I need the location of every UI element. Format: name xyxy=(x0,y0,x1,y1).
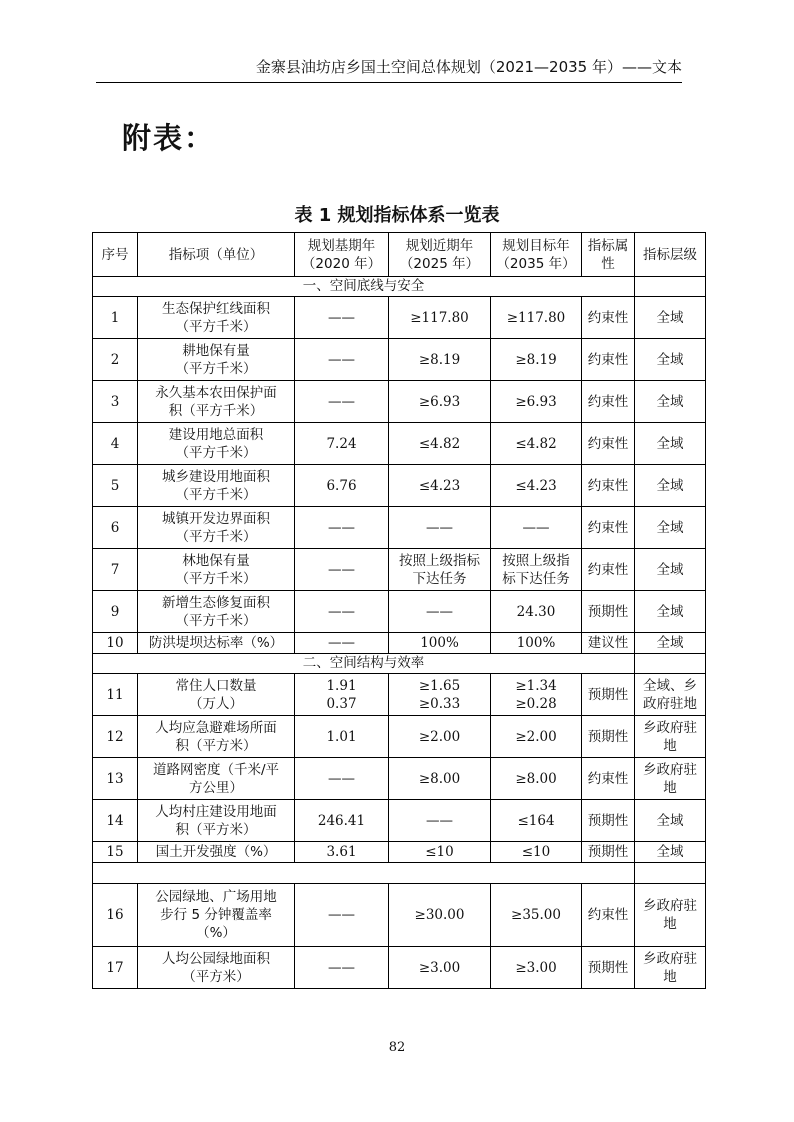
cell-level: 乡政府驻 地 xyxy=(635,716,706,758)
cell-no: 14 xyxy=(93,800,138,842)
table-row xyxy=(93,507,706,549)
cell-near: ≥8.00 xyxy=(389,758,491,800)
cell-level: 全域、乡 政府驻地 xyxy=(635,674,706,716)
cell-target: 24.30 xyxy=(491,591,582,633)
cell-no: 4 xyxy=(93,423,138,465)
cell-item: 道路网密度（千米/平 方公里） xyxy=(138,758,295,800)
cell-target: ≥117.80 xyxy=(491,297,582,339)
cell-no: 9 xyxy=(93,591,138,633)
col-header-level: 指标层级 xyxy=(635,233,706,277)
table-row xyxy=(93,884,706,947)
table-row xyxy=(93,423,706,465)
cell-no: 7 xyxy=(93,549,138,591)
cell-attr: 预期性 xyxy=(582,716,635,758)
running-title: 金寨县油坊店乡国土空间总体规划（2021—2035 年）——文本 xyxy=(255,58,682,76)
table-row xyxy=(93,674,706,716)
cell-no: 2 xyxy=(93,339,138,381)
cell-level: 乡政府驻 地 xyxy=(635,947,706,989)
cell-base: 6.76 xyxy=(295,465,389,507)
col-header-no: 序号 xyxy=(93,233,138,277)
cell-target: ≤4.23 xyxy=(491,465,582,507)
cell-item: 人均村庄建设用地面 积（平方米） xyxy=(138,800,295,842)
cell-attr: 约束性 xyxy=(582,465,635,507)
cell-no: 3 xyxy=(93,381,138,423)
cell-item: 防洪堤坝达标率（%） xyxy=(138,633,295,654)
table-row xyxy=(93,842,706,863)
table-row xyxy=(93,381,706,423)
table-title: 表 1 规划指标体系一览表 xyxy=(294,205,500,226)
cell-no: 15 xyxy=(93,842,138,863)
table-row xyxy=(93,716,706,758)
cell-item: 国土开发强度（%） xyxy=(138,842,295,863)
cell-attr: 约束性 xyxy=(582,884,635,947)
cell-level: 全域 xyxy=(635,842,706,863)
cell-target: ≥2.00 xyxy=(491,716,582,758)
cell-level: 全域 xyxy=(635,423,706,465)
table-row xyxy=(93,591,706,633)
cell-attr: 约束性 xyxy=(582,507,635,549)
cell-near: ≤4.82 xyxy=(389,423,491,465)
cell-target: ≥8.19 xyxy=(491,339,582,381)
cell-target: 按照上级指 标下达任务 xyxy=(491,549,582,591)
cell-item: 生态保护红线面积 （平方千米） xyxy=(138,297,295,339)
cell-attr: 建议性 xyxy=(582,633,635,654)
col-header-near: 规划近期年 （2025 年） xyxy=(389,233,491,277)
cell-no: 10 xyxy=(93,633,138,654)
cell-level: 全域 xyxy=(635,381,706,423)
cell-no: 11 xyxy=(93,674,138,716)
section-row xyxy=(93,277,706,297)
cell-level: 全域 xyxy=(635,465,706,507)
cell-near: ≤4.23 xyxy=(389,465,491,507)
cell-base: 1.91 0.37 xyxy=(295,674,389,716)
cell-base: —— xyxy=(295,549,389,591)
cell-attr: 预期性 xyxy=(582,591,635,633)
cell-level: 全域 xyxy=(635,633,706,654)
cell-base: —— xyxy=(295,339,389,381)
col-header-attr: 指标属 性 xyxy=(582,233,635,277)
cell-attr: 预期性 xyxy=(582,842,635,863)
cell-base: 246.41 xyxy=(295,800,389,842)
cell-attr: 预期性 xyxy=(582,674,635,716)
table-row xyxy=(93,633,706,654)
empty-cell xyxy=(635,277,706,297)
cell-item: 建设用地总面积 （平方千米） xyxy=(138,423,295,465)
cell-item: 人均公园绿地面积 （平方米） xyxy=(138,947,295,989)
cell-no: 13 xyxy=(93,758,138,800)
empty-cell xyxy=(635,863,706,884)
empty-cell xyxy=(635,654,706,674)
cell-attr: 约束性 xyxy=(582,423,635,465)
cell-base: 1.01 xyxy=(295,716,389,758)
cell-near: ≥8.19 xyxy=(389,339,491,381)
running-header xyxy=(96,52,682,83)
cell-item: 耕地保有量 （平方千米） xyxy=(138,339,295,381)
cell-target: ≥3.00 xyxy=(491,947,582,989)
cell-base: —— xyxy=(295,758,389,800)
cell-level: 全域 xyxy=(635,297,706,339)
table-row xyxy=(93,465,706,507)
cell-base: —— xyxy=(295,381,389,423)
col-header-target: 规划目标年 （2035 年） xyxy=(491,233,582,277)
cell-level: 乡政府驻 地 xyxy=(635,884,706,947)
cell-target: ≤10 xyxy=(491,842,582,863)
cell-target: ≥8.00 xyxy=(491,758,582,800)
cell-near: —— xyxy=(389,507,491,549)
cell-no: 17 xyxy=(93,947,138,989)
cell-no: 6 xyxy=(93,507,138,549)
section-title: 一、空间底线与安全 xyxy=(93,277,635,297)
cell-item: 人均应急避难场所面 积（平方米） xyxy=(138,716,295,758)
cell-base: —— xyxy=(295,947,389,989)
cell-attr: 约束性 xyxy=(582,297,635,339)
cell-target: ≤4.82 xyxy=(491,423,582,465)
cell-near: ≥117.80 xyxy=(389,297,491,339)
cell-item: 公园绿地、广场用地 步行 5 分钟覆盖率 （%） xyxy=(138,884,295,947)
cell-target: 100% xyxy=(491,633,582,654)
table-row xyxy=(93,297,706,339)
cell-target: ≤164 xyxy=(491,800,582,842)
cell-target: ≥1.34 ≥0.28 xyxy=(491,674,582,716)
cell-level: 全域 xyxy=(635,591,706,633)
table-row xyxy=(93,758,706,800)
cell-no: 16 xyxy=(93,884,138,947)
cell-near: ≥30.00 xyxy=(389,884,491,947)
cell-near: ≥1.65 ≥0.33 xyxy=(389,674,491,716)
cell-near: —— xyxy=(389,800,491,842)
cell-attr: 约束性 xyxy=(582,549,635,591)
cell-item: 永久基本农田保护面 积（平方千米） xyxy=(138,381,295,423)
table-row xyxy=(93,947,706,989)
cell-target: ≥6.93 xyxy=(491,381,582,423)
cell-near: —— xyxy=(389,591,491,633)
page-number: 82 xyxy=(388,1040,406,1055)
cell-near: ≥2.00 xyxy=(389,716,491,758)
cell-base: 7.24 xyxy=(295,423,389,465)
cell-attr: 约束性 xyxy=(582,758,635,800)
cell-base: —— xyxy=(295,633,389,654)
col-header-base: 规划基期年 （2020 年） xyxy=(295,233,389,277)
cell-target: —— xyxy=(491,507,582,549)
cell-base: —— xyxy=(295,591,389,633)
cell-near: 按照上级指标 下达任务 xyxy=(389,549,491,591)
cell-item: 新增生态修复面积 （平方千米） xyxy=(138,591,295,633)
cell-base: —— xyxy=(295,884,389,947)
cell-attr: 预期性 xyxy=(582,947,635,989)
cell-base: —— xyxy=(295,297,389,339)
cell-item: 城乡建设用地面积 （平方千米） xyxy=(138,465,295,507)
cell-attr: 约束性 xyxy=(582,339,635,381)
cell-base: —— xyxy=(295,507,389,549)
cell-near: ≥6.93 xyxy=(389,381,491,423)
cell-item: 林地保有量 （平方千米） xyxy=(138,549,295,591)
table-row xyxy=(93,549,706,591)
cell-no: 1 xyxy=(93,297,138,339)
indicator-table xyxy=(92,232,706,989)
table-row xyxy=(93,339,706,381)
cell-no: 12 xyxy=(93,716,138,758)
blank-row xyxy=(93,863,706,884)
section-row xyxy=(93,654,706,674)
section-title: 二、空间结构与效率 xyxy=(93,654,635,674)
cell-level: 全域 xyxy=(635,549,706,591)
cell-level: 乡政府驻 地 xyxy=(635,758,706,800)
cell-level: 全域 xyxy=(635,800,706,842)
cell-target: ≥35.00 xyxy=(491,884,582,947)
cell-near: 100% xyxy=(389,633,491,654)
cell-attr: 预期性 xyxy=(582,800,635,842)
cell-near: ≤10 xyxy=(389,842,491,863)
cell-item: 常住人口数量 （万人） xyxy=(138,674,295,716)
cell-level: 全域 xyxy=(635,339,706,381)
table-row xyxy=(93,800,706,842)
cell-no: 5 xyxy=(93,465,138,507)
cell-base: 3.61 xyxy=(295,842,389,863)
table-header-row xyxy=(93,233,706,277)
cell-level: 全域 xyxy=(635,507,706,549)
cell-attr: 约束性 xyxy=(582,381,635,423)
empty-cell xyxy=(93,863,635,884)
appendix-heading: 附表： xyxy=(122,121,216,155)
cell-item: 城镇开发边界面积 （平方千米） xyxy=(138,507,295,549)
cell-near: ≥3.00 xyxy=(389,947,491,989)
col-header-item: 指标项（单位） xyxy=(138,233,295,277)
